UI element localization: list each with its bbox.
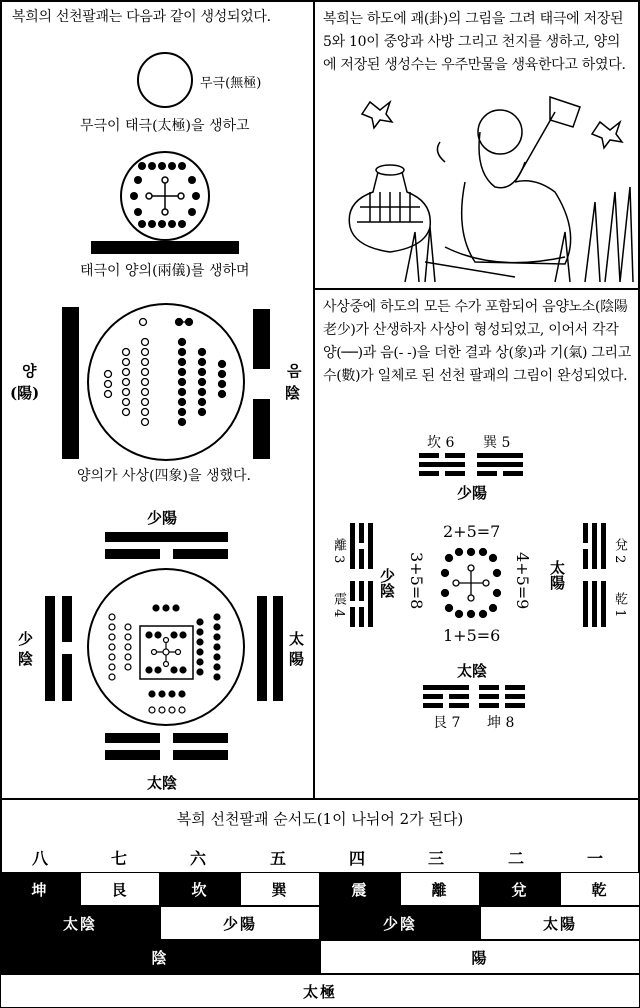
shaoyin-left-label-1: 少 bbox=[18, 630, 34, 648]
num-6: 六 bbox=[189, 849, 206, 868]
taiji-row: 太極 bbox=[0, 974, 640, 1008]
yin-label: 음 bbox=[287, 362, 302, 380]
zhen4-label: 震 4 bbox=[331, 592, 346, 618]
trigram-kan: 坎 bbox=[160, 872, 240, 906]
taiji-base-bar bbox=[91, 241, 239, 254]
num-7: 七 bbox=[110, 849, 127, 868]
shaoyang-top-bars bbox=[105, 532, 228, 559]
dui2-label: 兌 2 bbox=[612, 538, 627, 564]
trigram-qian: 乾 bbox=[560, 872, 640, 906]
eq-right: 4+5=9 bbox=[513, 552, 532, 610]
taiyang-right-bars bbox=[257, 596, 283, 701]
trigram-li: 離 bbox=[400, 872, 480, 906]
top-right-text: 복희는 하도에 괘(卦)의 그림을 그려 태극에 저장된 5와 10이 중앙과 사방 그리고 천지를 생하고, 양의에 저장된 생성수는 우주만물을 생육한다고 하였다. bbox=[323, 11, 626, 73]
yin-bar-top bbox=[253, 309, 270, 369]
shaoyin-left-label-2: 陰 bbox=[18, 650, 34, 668]
shaoyin-label: 少陰 bbox=[378, 568, 396, 598]
eq-bot: 1+5=6 bbox=[443, 626, 501, 645]
kan-xun-trigrams bbox=[419, 453, 523, 476]
bagua-diagram bbox=[315, 290, 640, 802]
dui-qian-trigrams bbox=[583, 523, 606, 627]
num-3: 三 bbox=[427, 849, 444, 868]
hetu-center bbox=[442, 549, 501, 618]
trigram-xun: 巽 bbox=[240, 872, 320, 906]
step2-caption: 태극이 양의(兩儀)를 생하며 bbox=[80, 263, 250, 279]
xun5-label: 巽 5 bbox=[483, 435, 511, 451]
gen7-label: 艮 7 bbox=[433, 715, 461, 731]
left-intro: 복희의 선천팔괘는 다음과 같이 생성되었다. bbox=[12, 9, 271, 25]
taiyang-label: 太陽 bbox=[548, 560, 566, 590]
taiyang-right-label-1: 太 bbox=[289, 630, 305, 648]
yang-hanja: (陽) bbox=[10, 384, 40, 402]
kan6-label: 坎 6 bbox=[427, 435, 455, 451]
wuji-label: 무극(無極) bbox=[200, 76, 262, 91]
mode-yin: 陰 bbox=[0, 940, 320, 974]
liangyi-dots bbox=[105, 319, 226, 426]
trigram-kun: 坤 bbox=[0, 872, 80, 906]
top-right-panel bbox=[313, 0, 640, 290]
image-taiyang: 太陽 bbox=[480, 906, 640, 940]
num-5: 五 bbox=[269, 849, 286, 868]
taiyin-bottom-label: 太陰 bbox=[147, 774, 178, 792]
shaoyang-label: 少陽 bbox=[457, 484, 488, 502]
image-shaoyang: 少陽 bbox=[160, 906, 320, 940]
yin-bar-bottom bbox=[253, 399, 270, 459]
trigram-gen: 艮 bbox=[80, 872, 160, 906]
num-1: 一 bbox=[586, 849, 603, 868]
wuji-circle bbox=[138, 53, 192, 107]
step3-caption: 양의가 사상(四象)을 생했다. bbox=[77, 468, 251, 484]
li-zhen-trigrams bbox=[350, 523, 373, 627]
shaoyang-top-label: 少陽 bbox=[147, 509, 178, 527]
bottom-panel bbox=[0, 798, 640, 1006]
bottom-title: 복희 선천팔괘 순서도(1이 나뉘어 2가 된다) bbox=[176, 810, 464, 828]
fuxi-illustration bbox=[315, 2, 640, 292]
qian1-label: 乾 1 bbox=[612, 592, 627, 618]
mid-right-panel bbox=[313, 288, 640, 800]
gen-kun-trigrams bbox=[423, 685, 525, 708]
taiyang-right-label-2: 陽 bbox=[289, 650, 305, 668]
yang-bar bbox=[62, 307, 79, 459]
trigram-zhen: 震 bbox=[320, 872, 400, 906]
sixiang-dots bbox=[109, 605, 220, 713]
shaoyin-left-bars bbox=[45, 596, 72, 701]
kun8-label: 坤 8 bbox=[487, 715, 515, 731]
image-taiyin: 太陰 bbox=[0, 906, 160, 940]
eq-top: 2+5=7 bbox=[443, 522, 501, 541]
image-shaoyin: 少陰 bbox=[320, 906, 480, 940]
num-4: 四 bbox=[348, 849, 365, 868]
num-8: 八 bbox=[31, 849, 48, 868]
mode-yang: 陽 bbox=[320, 940, 640, 974]
mid-right-text: 사상중에 하도의 모든 수가 포함되어 음양노소(陰陽老少)가 산생하자 사상이 형성되었고, 이어서 각각 양(──)과 음(- -)을 더한 결과 상(象)과 기(氣) 그리고 수(數)가 일체로 된 선천 팔괘의 그림이 완성되었다. bbox=[323, 299, 632, 384]
trigram-dui: 兌 bbox=[480, 872, 560, 906]
eq-left: 3+5=8 bbox=[407, 552, 426, 610]
step1-caption: 무극이 태극(太極)을 생하고 bbox=[80, 118, 250, 134]
taiyin-label: 太陰 bbox=[457, 662, 488, 680]
left-panel bbox=[0, 0, 315, 800]
taiyin-bottom-bars bbox=[105, 733, 228, 760]
num-2: 二 bbox=[507, 849, 524, 868]
yin-hanja: 陰 bbox=[285, 384, 301, 402]
taiji-cross bbox=[146, 177, 184, 215]
li3-label: 離 3 bbox=[331, 538, 346, 564]
yang-label: 양 bbox=[22, 362, 37, 380]
